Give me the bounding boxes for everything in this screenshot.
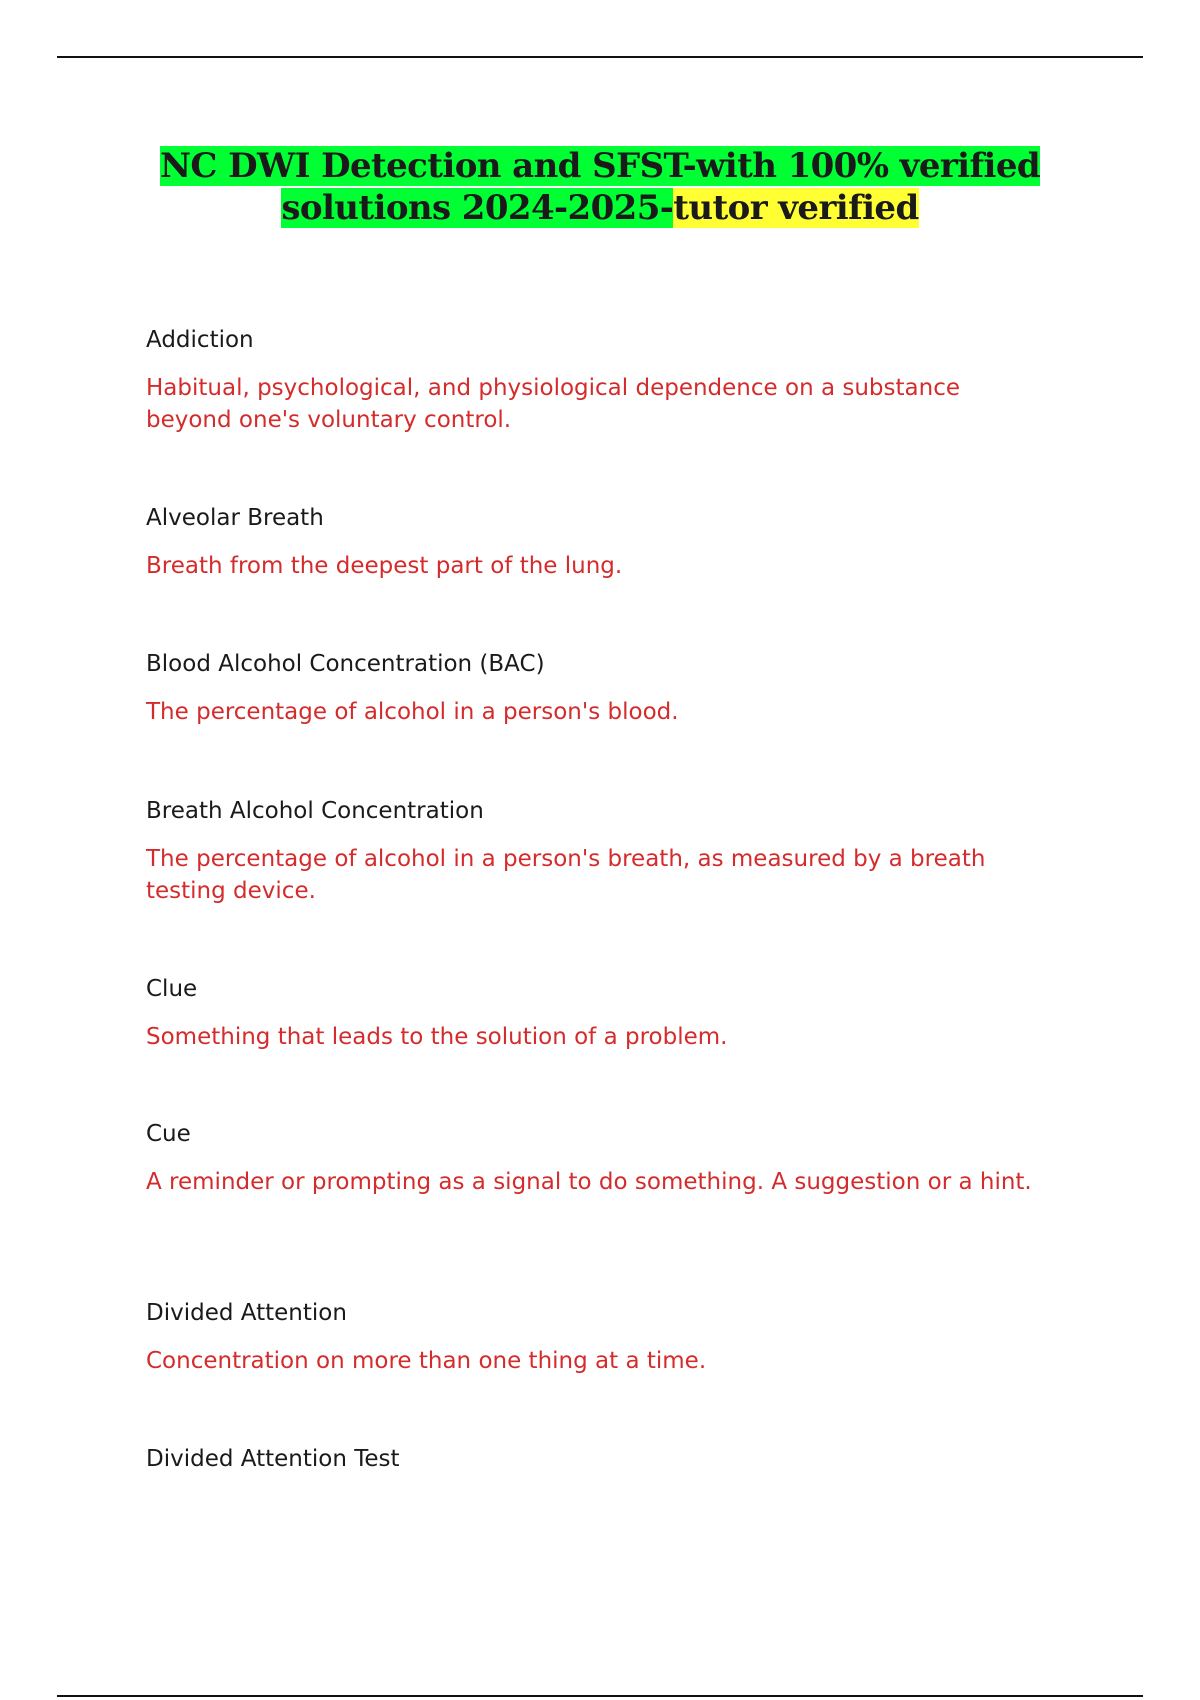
entry-term: Divided Attention Test — [146, 1446, 400, 1472]
top-rule — [57, 56, 1143, 58]
entry-definition: Habitual, psychological, and physiological dependence on a substance beyond one's voluntary control. — [146, 375, 960, 433]
glossary-entry — [146, 1443, 1046, 1475]
entry-term: Cue — [146, 1121, 191, 1147]
document-title — [0, 145, 1200, 229]
title-line-2-green: solutions 2024-2025- — [281, 188, 674, 228]
glossary-entry — [146, 1297, 1046, 1377]
glossary-entry — [146, 973, 1046, 1053]
entry-term: Divided Attention — [146, 1300, 347, 1326]
entry-definition: The percentage of alcohol in a person's breath, as measured by a breath testing device. — [146, 846, 986, 904]
title-line-1: NC DWI Detection and SFST-with 100% verified — [159, 146, 1041, 186]
glossary-entry — [146, 502, 1046, 582]
glossary-entry — [146, 324, 1046, 436]
glossary-entry — [146, 795, 1046, 907]
entry-definition: Breath from the deepest part of the lung. — [146, 553, 623, 579]
entry-term: Clue — [146, 976, 198, 1002]
entry-definition: The percentage of alcohol in a person's blood. — [146, 699, 679, 725]
entry-term: Breath Alcohol Concentration — [146, 798, 484, 824]
bottom-rule — [57, 1695, 1143, 1697]
title-line-2-yellow: tutor verified — [673, 188, 919, 228]
entry-definition: Concentration on more than one thing at a time. — [146, 1348, 707, 1374]
entry-term: Alveolar Breath — [146, 505, 324, 531]
entry-term: Blood Alcohol Concentration (BAC) — [146, 651, 545, 677]
entry-definition: Something that leads to the solution of a problem. — [146, 1024, 728, 1050]
glossary-entry — [146, 1118, 1046, 1198]
entry-term: Addiction — [146, 327, 254, 353]
entry-definition: A reminder or prompting as a signal to do something. A suggestion or a hint. — [146, 1169, 1032, 1195]
glossary-entry — [146, 648, 1046, 728]
